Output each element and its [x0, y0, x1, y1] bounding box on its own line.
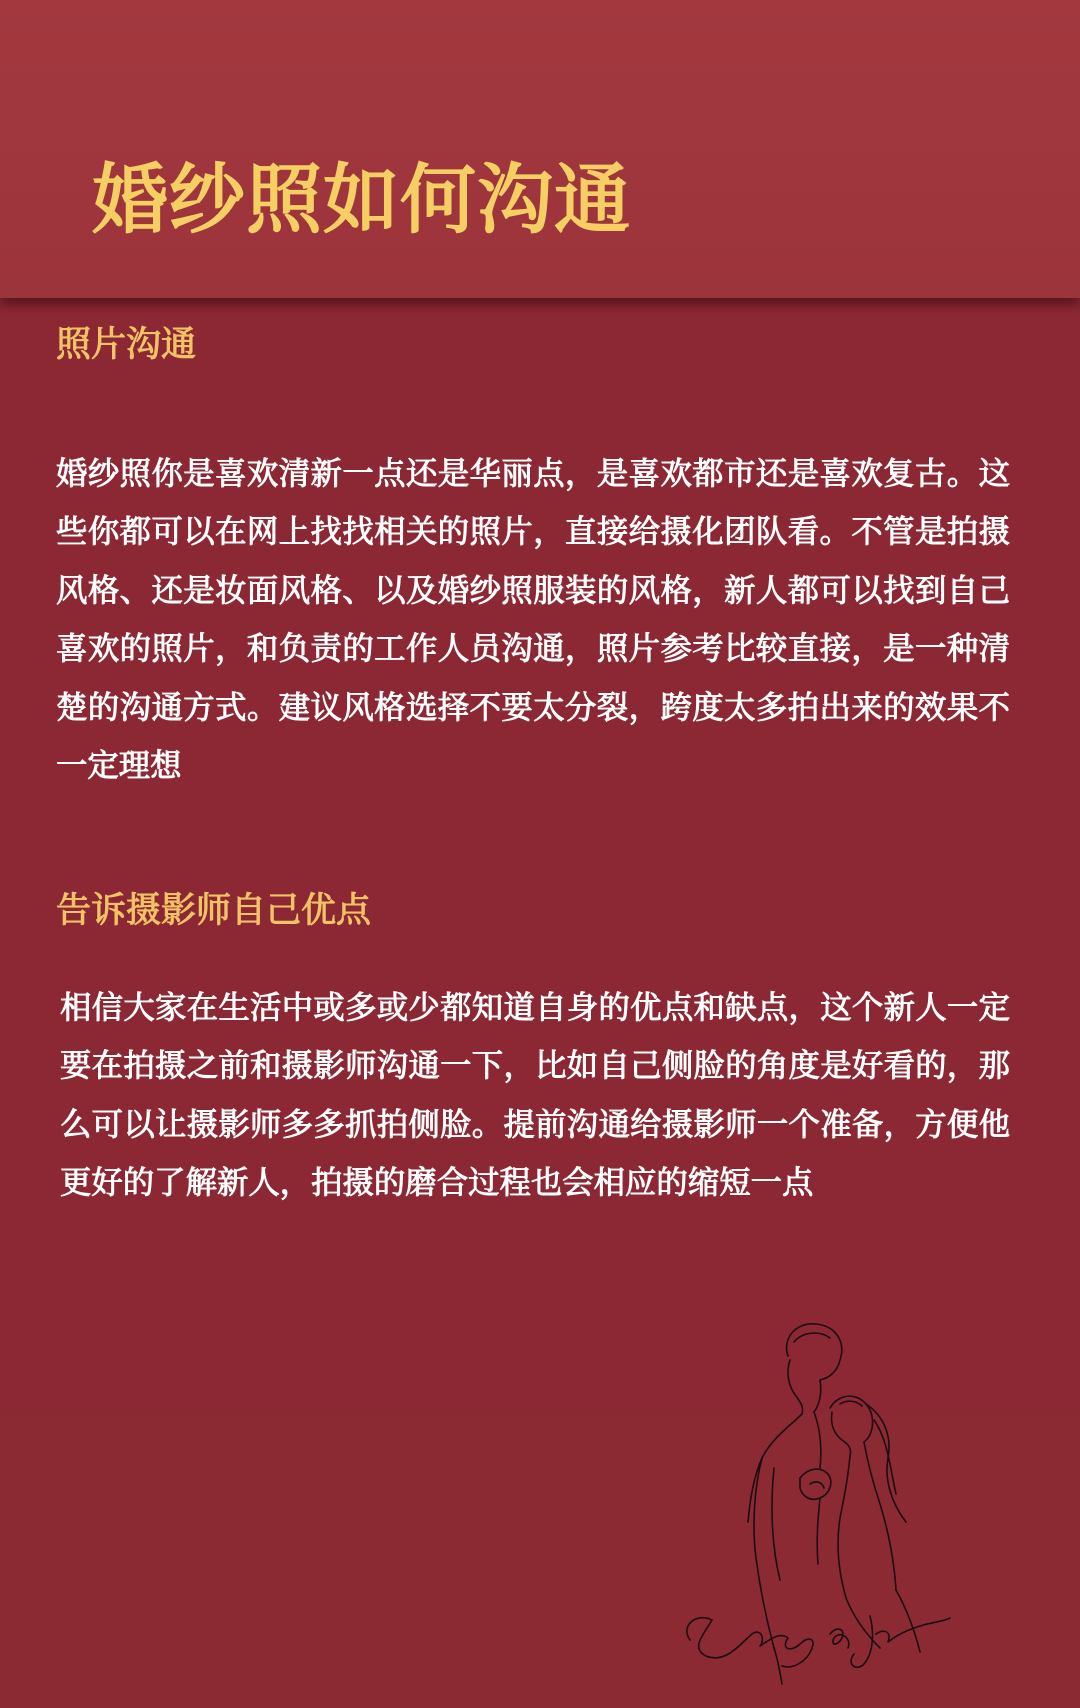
section-body-tell-photographer-strengths: 相信大家在生活中或多或少都知道自身的优点和缺点，这个新人一定要在拍摄之前和摄影师沟通一下，比如自己侧脸的角度是好看的，那么可以让摄影师多多抓拍侧脸。提前沟通给摄影师一个准备，方便他更好的了解新人，拍摄的磨合过程也会相应的缩短一点 — [60, 990, 1010, 1202]
content-area — [0, 298, 1080, 1415]
section-heading-tell-photographer-strengths: 告诉摄影师自己优点 — [56, 890, 372, 931]
couple-line-illustration — [670, 1308, 970, 1708]
page-title: 婚纱照如何沟通 — [92, 155, 631, 244]
section-body-photo-communication: 婚纱照你是喜欢清新一点还是华丽点，是喜欢都市还是喜欢复古。这些你都可以在网上找找相关的照片，直接给摄化团队看。不管是拍摄风格、还是妆面风格、以及婚纱照服装的风格，新人都可以找到自己喜欢的照片，和负责的工作人员沟通，照片参考比较直接，是一种清楚的沟通方式。建议风格选择不要太分裂，跨度太多拍出来的效果不一定理想 — [56, 456, 1010, 785]
section-heading-photo-communication: 照片沟通 — [56, 324, 197, 365]
header-banner — [0, 0, 1080, 298]
